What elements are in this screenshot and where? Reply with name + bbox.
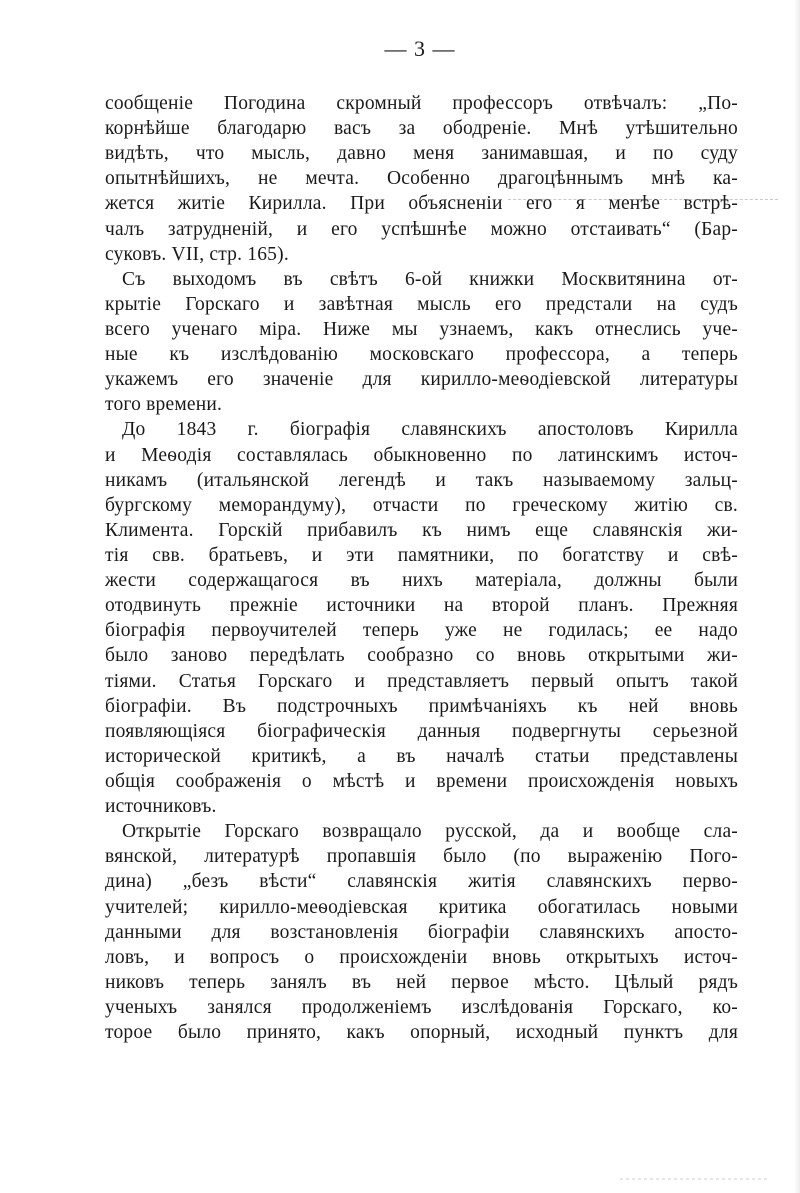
text-line: общія соображенія о мѣстѣ и времени происхожденія новыхъ [105,770,738,792]
text-line: опытнѣйшихъ, не мечта. Особенно драгоцѣннымъ мнѣ ка- [105,168,738,190]
text-line: укажемъ его значеніе для кирилло-меѳодіевской литературы [105,369,738,391]
paragraph-3 [105,417,738,819]
text-line: видѣть, что мысль, давно меня занимавшая, и по суду [105,143,738,165]
text-line: бургскому меморандуму), отчасти по греческому житію св. [105,494,738,516]
scan-artifact [620,1178,770,1180]
text-line: источниковъ. [105,796,217,818]
text-line: торое было принято, какъ опорный, исходный пунктъ для [105,1022,738,1044]
paragraph-1 [105,91,738,267]
text-line: всего ученаго міра. Ниже мы узнаемъ, какъ отнеслись уче- [105,318,738,340]
text-line: ученыхъ занялся продолженіемъ изслѣдованія Горскаго, ко- [105,996,738,1018]
paragraph-2 [105,267,738,418]
text-line: данными для возстановленія біографіи славянскихъ апосто- [105,921,738,943]
text-line: дина) „безъ вѣсти“ славянскія житія славянскихъ перво- [105,871,738,893]
text-line: учителей; кирилло-меѳодіевская критика обогатилась новыми [105,896,738,918]
text-line: До 1843 г. біографія славянскихъ апостоловъ Кирилла [122,419,738,441]
text-line: Климента. Горскій прибавилъ къ нимъ еще славянскія жи- [105,519,738,541]
text-line: ловъ, и вопросъ о происхожденіи вновь открытыхъ источ- [105,946,738,968]
text-line: Съ выходомъ въ свѣтъ 6-ой книжки Москвитянина от- [122,268,738,290]
text-line: появляющіяся біографическія данныя подвергнуты серьезной [105,720,738,742]
page-number: — 3 — [384,36,456,61]
text-line: никамъ (итальянской легендѣ и такъ называемому зальц- [105,469,738,491]
text-line: сообщеніе Погодина скромный профессоръ отвѣчалъ: „По- [105,93,738,114]
body-text [105,91,738,1045]
text-line: чалъ затрудненій, и его успѣшнѣе можно отстаивать“ (Бар- [105,218,738,240]
text-line: тіями. Статья Горскаго и представляетъ первый опытъ такой [105,670,738,692]
page-edge-shadow [794,0,800,1193]
text-line: никовъ теперь занялъ въ ней первое мѣсто. Цѣлый рядъ [105,971,738,993]
text-line: Открытіе Горскаго возвращало русской, да и вообще сла- [122,821,738,843]
text-line: было заново передѣлать сообразно со вновь открытыми жи- [105,645,738,667]
text-line: тія свв. братьевъ, и эти памятники, по богатству и свѣ- [105,544,738,566]
text-line: вянской, литературѣ пропавшія было (по выраженію Пого- [105,846,738,868]
text-line: корнѣйше благодарю васъ за ободреніе. Мнѣ утѣшительно [105,118,738,140]
text-line: ные къ изслѣдованію московскаго профессора, а теперь [105,344,738,366]
text-line: того времени. [105,394,223,416]
text-line: суковъ. VII, стр. 165). [105,243,289,265]
text-line: біографіи. Въ подстрочныхъ примѣчаніяхъ къ ней вновь [105,695,738,717]
text-line: жести содержащагося въ нихъ матеріала, должны были [105,570,738,592]
text-line: жется житіе Кирилла. При объясненіи его я менѣе встрѣ- [105,193,738,215]
text-line: исторической критикѣ, а въ началѣ статьи представлены [105,745,738,767]
paragraph-4 [105,819,738,1045]
text-line: отодвинуть прежніе источники на второй планъ. Прежняя [105,595,738,617]
text-line: крытіе Горскаго и завѣтная мысль его предстали на судъ [105,293,738,315]
text-line: и Меѳодія составлялась обыкновенно по латинскимъ источ- [105,444,738,466]
text-line: біографія первоучителей теперь уже не годилась; ее надо [105,620,738,642]
